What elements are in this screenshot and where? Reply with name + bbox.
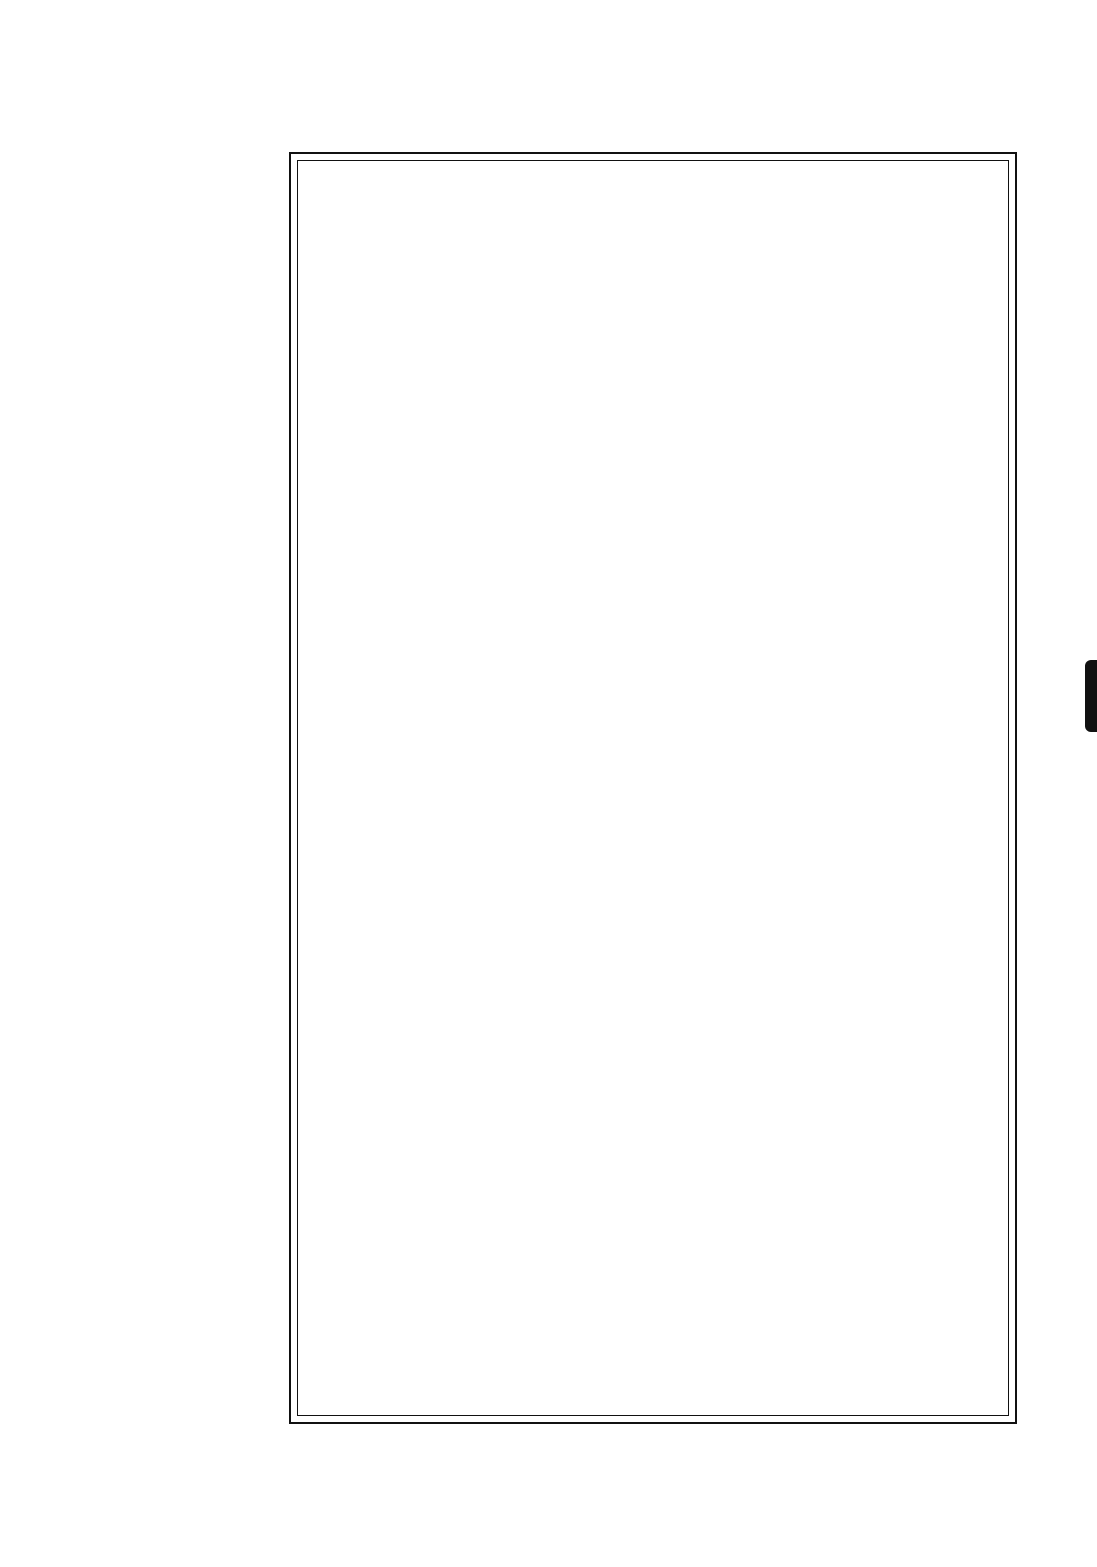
main-text-frame [289, 152, 1017, 1424]
margin-commentary-text [128, 146, 286, 1404]
running-header [115, 98, 995, 142]
main-commentary-text [309, 164, 999, 1412]
page-edge-mark [1085, 660, 1097, 732]
footer-catchword-line [135, 1430, 1015, 1470]
